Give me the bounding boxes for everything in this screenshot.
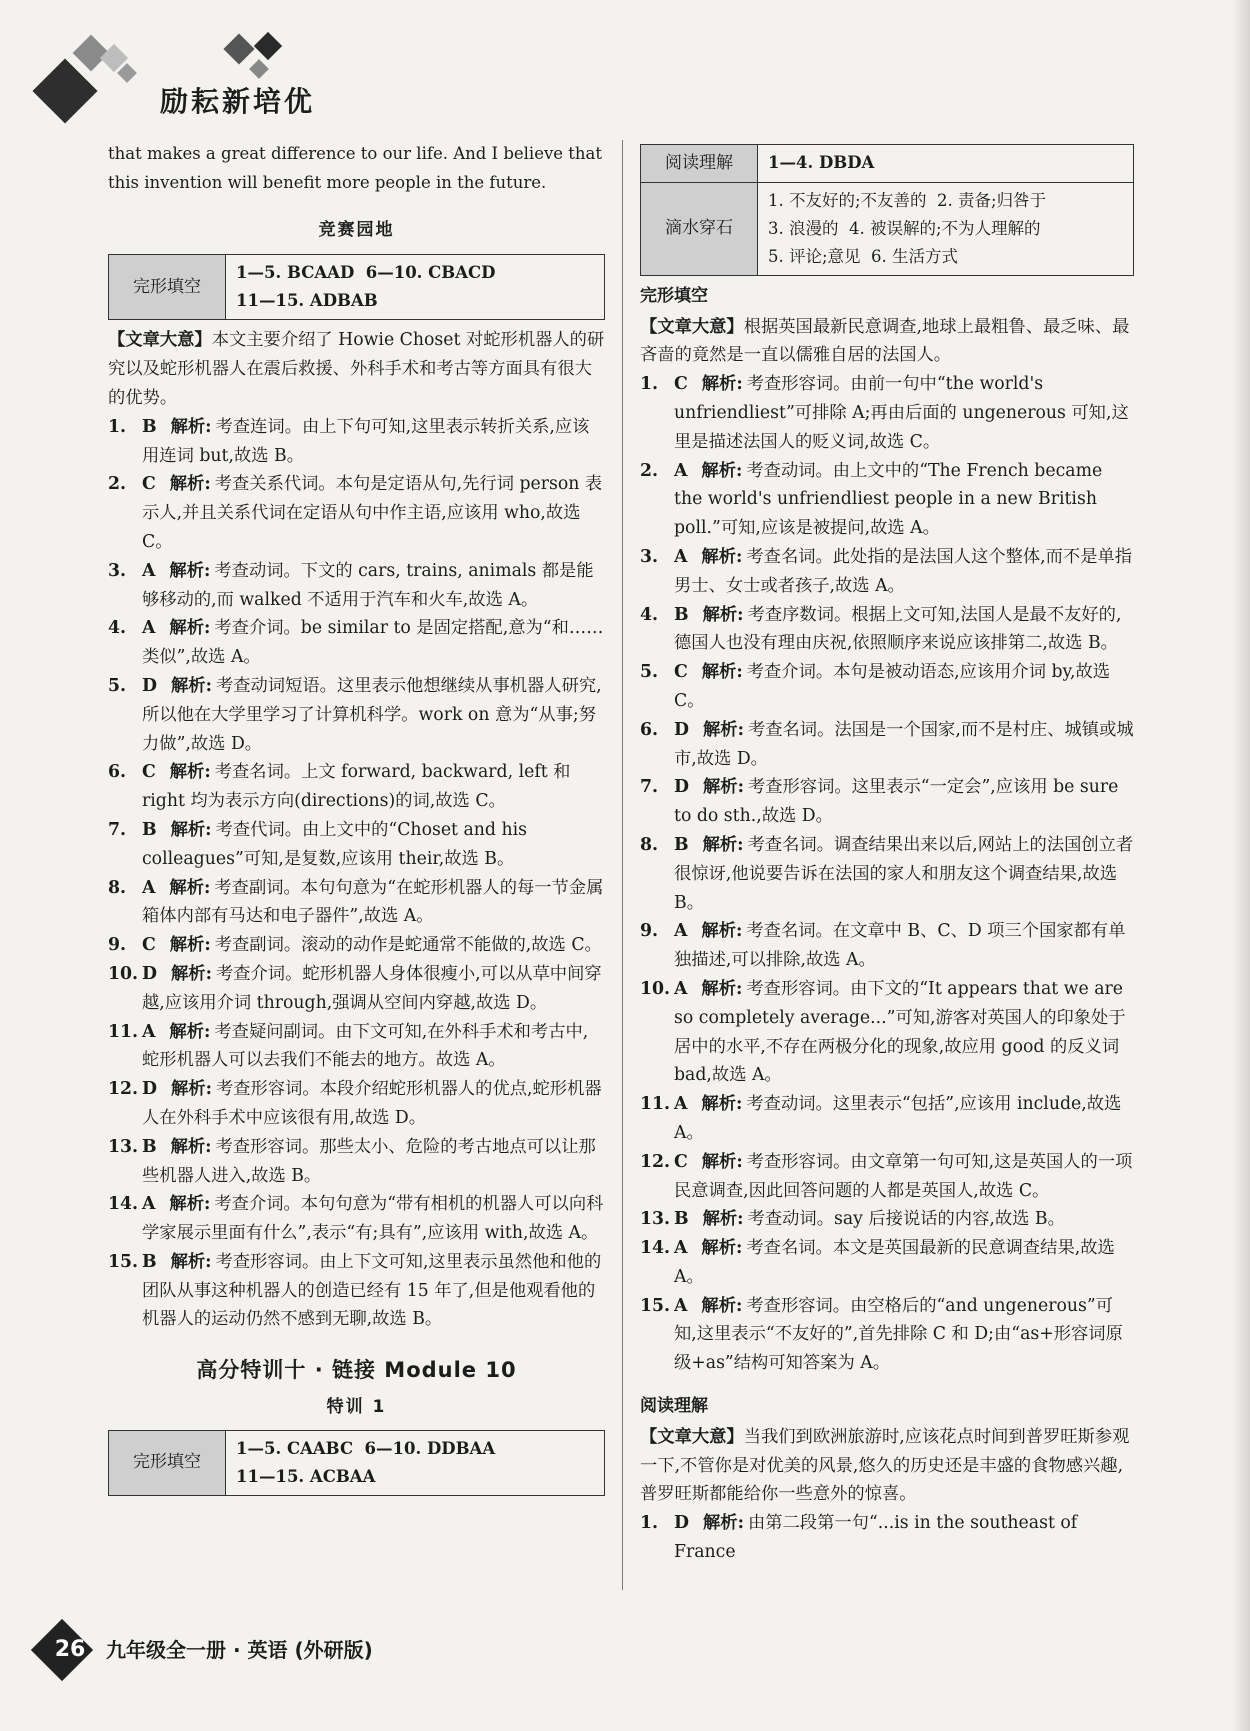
item-text: 考查介词。本句是被动语态,应该用介词 by,故选 C。 — [674, 662, 1111, 711]
item-label: 解析: — [701, 374, 743, 395]
section-title-reading: 阅读理解 — [640, 1396, 708, 1417]
item-label: 解析: — [169, 1194, 211, 1215]
item-number: 9. — [108, 935, 127, 956]
item-number: 10. — [640, 978, 671, 999]
item-answer: C — [674, 1151, 688, 1172]
item-answer: A — [142, 877, 156, 898]
item-label: 解析: — [703, 777, 744, 798]
item-text: 考查疑问副词。由下文可知,在外科手术和考古中,蛇形机器人可以去我们不能去的地方。故选 A。 — [142, 1021, 589, 1071]
item-number: 1. — [640, 374, 659, 395]
item-number: 12. — [640, 1151, 671, 1172]
answer-table-cloze — [108, 254, 605, 320]
item-text: 考查副词。滚动的动作是蛇通常不能做的,故选 C。 — [214, 935, 602, 956]
section-title-cloze: 完形填空 — [640, 285, 708, 306]
item-answer: D — [674, 777, 689, 798]
item-number: 7. — [640, 777, 659, 798]
item-number: 3. — [108, 560, 127, 581]
list-item — [640, 773, 1134, 831]
item-text: 考查连词。由上下句可知,这里表示转折关系,应该用连词 but,故选 B。 — [142, 416, 590, 466]
item-text: 考查名词。在文章中 B、C、D 项三个国家都有单独描述,可以排除,故选 A。 — [674, 921, 1126, 971]
vocab-line: 1. 不友好的;不友善的 2. 责备;归咎于 — [768, 190, 1047, 210]
list-item — [640, 831, 1134, 917]
item-number: 11. — [640, 1094, 671, 1115]
brand-title: 励耘新培优 — [160, 85, 316, 118]
item-label: 解析: — [701, 662, 743, 683]
item-answer: B — [674, 1209, 689, 1230]
list-item — [108, 672, 605, 758]
item-number: 3. — [640, 546, 659, 567]
item-label: 解析: — [702, 604, 744, 625]
item-number: 2. — [640, 460, 659, 481]
list-item — [640, 457, 1134, 543]
item-number: 13. — [108, 1136, 139, 1157]
item-label: 解析: — [702, 1209, 744, 1230]
summary-text: 当我们到欧洲旅游时,应该花点时间到普罗旺斯参观一下,不管你是对优美的风景,悠久的历史还是丰盛的食物感兴趣,普罗旺斯都能给你一些意外的惊喜。 — [640, 1426, 1130, 1505]
list-item — [108, 960, 605, 1018]
summary-paragraph — [640, 313, 1134, 371]
summary-text: 根据英国最新民意调查,地球上最粗鲁、最乏味、最吝啬的竟然是一直以儒雅自居的法国人。 — [640, 316, 1130, 366]
item-text: 考查动词。say 后接说话的内容,故选 B。 — [747, 1209, 1065, 1230]
item-text: 考查形容词。这里表示“一定会”,应该用 be sure to do sth.,故选 D。 — [674, 777, 1119, 827]
item-number: 13. — [640, 1209, 671, 1230]
item-label: 解析: — [171, 963, 212, 984]
item-answer: D — [142, 963, 157, 984]
item-answer: A — [674, 921, 688, 942]
item-label: 解析: — [169, 618, 211, 639]
explanation-list-left — [108, 413, 605, 1335]
item-number: 15. — [640, 1295, 671, 1316]
item-label: 解析: — [701, 460, 743, 481]
list-item — [108, 1133, 605, 1191]
answers-line-2: 11—15. ACBAA — [236, 1466, 376, 1486]
item-text: 考查介词。蛇形机器人身体很瘦小,可以从草中间穿越,应该用介词 through,强调从空间内穿越,故选 D。 — [142, 963, 602, 1013]
item-text: 考查序数词。根据上文可知,法国人是最不友好的,德国人也没有理由庆祝,依照顺序来说应该排第二,故选 B。 — [674, 604, 1122, 654]
list-item — [108, 557, 605, 615]
item-label: 解析: — [169, 877, 211, 898]
item-number: 10. — [108, 963, 139, 984]
item-answer: A — [674, 460, 688, 481]
item-text: 考查形容词。由文章第一句可知,这是英国人的一项民意调查,因此回答问题的人都是英国人,故选 C。 — [674, 1151, 1133, 1201]
item-answer: A — [142, 618, 156, 639]
list-item — [640, 917, 1134, 975]
item-label: 解析: — [170, 416, 212, 437]
item-text: 考查形容词。由空格后的“and ungenerous”可知,这里表示“不友好的”,首先排除 C 和 D;由“as+形容词原级+as”结构可知答案为 A。 — [674, 1295, 1123, 1374]
left-column — [108, 140, 605, 1502]
item-label: 解析: — [171, 1079, 212, 1100]
section-title-contest: 竞赛园地 — [318, 219, 395, 240]
right-column — [640, 144, 1134, 1567]
summary-tag: 【文章大意】 — [108, 330, 212, 351]
summary-text: 本文主要介绍了 Howie Choset 对蛇形机器人的研究以及蛇形机器人在震后救援、外科手术和考古等方面具有很大的优势。 — [108, 330, 605, 408]
item-number: 8. — [108, 877, 127, 898]
item-label: 解析: — [703, 719, 744, 740]
list-item — [640, 1205, 1134, 1234]
item-answer: B — [142, 1136, 157, 1157]
item-answer: A — [142, 1194, 156, 1215]
item-answer: A — [674, 978, 688, 999]
book-title: 九年级全一册 · 英语 (外研版) — [106, 1638, 373, 1662]
list-item — [640, 1509, 1134, 1567]
item-label: 解析: — [701, 546, 743, 567]
item-text: 考查关系代词。本句是定语从句,先行词 person 表示人,并且关系代词在定语从句中作主语,应该用 who,故选 C。 — [142, 474, 603, 552]
section-subtitle: 特训 1 — [326, 1397, 387, 1418]
item-label: 解析: — [169, 474, 211, 495]
item-text: 考查名词。上文 forward, backward, left 和 right 均为表示方向(directions)的词,故选 C。 — [142, 762, 571, 812]
item-number: 9. — [640, 921, 659, 942]
item-answer: A — [674, 546, 688, 567]
list-item — [108, 413, 605, 471]
item-text: 考查动词短语。这里表示他想继续从事机器人研究,所以他在大学里学习了计算机科学。work on 意为“从事;努力做”,故选 D。 — [142, 675, 602, 754]
item-answer: B — [674, 604, 689, 625]
item-text: 考查动词。这里表示“包括”,应该用 include,故选 A。 — [674, 1094, 1122, 1143]
item-label: 解析: — [701, 1295, 743, 1316]
section-title-module: 高分特训十 · 链接 Module 10 — [196, 1358, 517, 1383]
item-number: 4. — [640, 604, 659, 625]
item-text: 考查形容词。由下文的“It appears that we are so completely average...”可知,游客对英国人的印象处于居中的水平,不存在两极分化的现象,故应用 good 的反义词 bad,故选 A。 — [674, 978, 1126, 1086]
item-label: 解析: — [701, 921, 743, 942]
list-item — [108, 874, 605, 932]
item-label: 解析: — [170, 1136, 212, 1157]
item-label: 解析: — [171, 675, 212, 696]
item-label: 解析: — [701, 1151, 743, 1172]
table-answers: 1—4. DBDA — [758, 145, 1134, 183]
vocab-answers — [758, 182, 1134, 275]
item-answer: D — [142, 1079, 157, 1100]
item-label: 解析: — [169, 1021, 211, 1042]
item-answer: A — [142, 1021, 156, 1042]
list-item — [640, 1090, 1134, 1148]
item-text: 考查名词。此处指的是法国人这个整体,而不是单指男士、女士或者孩子,故选 A。 — [674, 546, 1133, 596]
table-label: 阅读理解 — [641, 145, 758, 183]
item-text: 考查名词。调查结果出来以后,网站上的法国创立者很惊讶,他说要告诉在法国的家人和朋友这个调查结果,故选 B。 — [674, 834, 1134, 913]
intro-paragraph: that makes a great difference to our life. And I believe that this invention will benefit more people in the future. — [108, 144, 603, 192]
list-item — [108, 1018, 605, 1076]
item-answer: C — [142, 935, 156, 956]
item-number: 4. — [108, 618, 127, 639]
item-label: 解析: — [170, 1251, 212, 1272]
column-divider — [622, 140, 623, 1590]
item-label: 解析: — [701, 1094, 743, 1115]
answers-line-2: 11—15. ADBAB — [236, 291, 378, 311]
item-text: 考查动词。由上文中的“The French became the world's unfriendliest people in a new British poll.”可知,应该是被提问,故选 A。 — [674, 460, 1103, 539]
item-number: 12. — [108, 1079, 139, 1100]
list-item — [640, 658, 1134, 716]
item-number: 6. — [108, 762, 127, 783]
item-number: 2. — [108, 474, 127, 495]
item-answer: B — [142, 416, 157, 437]
item-number: 11. — [108, 1021, 139, 1042]
item-label: 解析: — [169, 560, 211, 581]
summary-tag: 【文章大意】 — [640, 316, 744, 337]
item-label: 解析: — [701, 978, 743, 999]
item-answer: C — [142, 474, 156, 495]
explanation-list-right — [640, 370, 1134, 1378]
item-label: 解析: — [169, 935, 211, 956]
table-label: 滴水穿石 — [641, 182, 758, 275]
item-answer: C — [674, 662, 688, 683]
summary-paragraph — [108, 326, 605, 412]
item-text: 考查介词。be similar to 是固定搭配,意为“和……类似”,故选 A。 — [142, 618, 604, 668]
item-number: 1. — [640, 1513, 659, 1534]
list-item — [108, 758, 605, 816]
item-text: 考查副词。本句句意为“在蛇形机器人的每一节金属箱体内部有马达和电子器件”,故选 A。 — [142, 877, 604, 927]
item-answer: D — [674, 1513, 689, 1534]
item-label: 解析: — [169, 762, 211, 783]
page-number: 26 — [54, 1637, 86, 1662]
table-label: 完形填空 — [109, 1430, 226, 1495]
list-item — [640, 543, 1134, 601]
summary-paragraph — [640, 1423, 1134, 1509]
table-answers — [226, 255, 605, 320]
answer-table-cloze-2 — [108, 1430, 605, 1496]
item-number: 8. — [640, 834, 659, 855]
item-number: 5. — [108, 675, 127, 696]
list-item — [640, 601, 1134, 659]
item-text: 考查动词。下文的 cars, trains, animals 都是能够移动的,而 walked 不适用于汽车和火车,故选 A。 — [142, 560, 594, 610]
item-number: 7. — [108, 819, 127, 840]
item-text: 考查代词。由上文中的“Choset and his colleagues”可知,是复数,应该用 their,故选 B。 — [142, 819, 528, 869]
item-answer: A — [674, 1094, 688, 1115]
list-item — [640, 975, 1134, 1090]
item-answer: B — [142, 1251, 157, 1272]
page-edge-shadow — [1232, 0, 1250, 1731]
list-item — [640, 1292, 1134, 1378]
item-answer: A — [674, 1238, 688, 1259]
list-item — [108, 470, 605, 556]
item-number: 14. — [640, 1238, 671, 1259]
item-number: 1. — [108, 416, 127, 437]
item-text: 考查形容词。那些太小、危险的考古地点可以让那些机器人进入,故选 B。 — [142, 1136, 596, 1186]
item-number: 5. — [640, 662, 659, 683]
item-answer: B — [674, 834, 689, 855]
item-label: 解析: — [170, 819, 212, 840]
summary-tag: 【文章大意】 — [640, 1426, 744, 1447]
item-text: 考查介词。本句句意为“带有相机的机器人可以向科学家展示里面有什么”,表示“有;具有”,应该用 with,故选 A。 — [142, 1194, 604, 1244]
list-item — [108, 1075, 605, 1133]
item-answer: D — [674, 719, 689, 740]
list-item — [108, 931, 605, 960]
list-item — [640, 1148, 1134, 1206]
answers-line-1: 1—5. CAABC 6—10. DDBAA — [236, 1438, 496, 1458]
item-number: 6. — [640, 719, 659, 740]
vocab-line: 3. 浪漫的 4. 被误解的;不为人理解的 — [768, 218, 1041, 238]
item-text: 考查形容词。由前一句中“the world's unfriendliest”可排除 A;再由后面的 ungenerous 可知,这里是描述法国人的贬义词,故选 C。 — [674, 374, 1129, 452]
list-item — [640, 1234, 1134, 1292]
list-item — [108, 1248, 605, 1334]
item-answer: B — [142, 819, 157, 840]
item-text: 考查形容词。本段介绍蛇形机器人的优点,蛇形机器人在外科手术中应该很有用,故选 D。 — [142, 1079, 602, 1128]
table-label: 完形填空 — [109, 255, 226, 320]
item-text: 由第二段第一句“...is in the southeast of France — [674, 1513, 1078, 1563]
list-item — [108, 1190, 605, 1248]
list-item — [640, 370, 1134, 456]
table-answers — [226, 1430, 605, 1495]
item-answer: A — [142, 560, 156, 581]
answers-line-1: 1—5. BCAAD 6—10. CBACD — [236, 263, 496, 283]
item-answer: C — [142, 762, 156, 783]
item-answer: D — [142, 675, 157, 696]
item-text: 考查名词。本文是英国最新的民意调查结果,故选 A。 — [674, 1238, 1115, 1287]
item-label: 解析: — [701, 1238, 743, 1259]
item-label: 解析: — [702, 834, 744, 855]
item-number: 15. — [108, 1251, 139, 1272]
vocab-line: 5. 评论;意见 6. 生活方式 — [768, 246, 959, 266]
item-text: 考查形容词。由上下文可知,这里表示虽然他和他的团队从事这种机器人的创造已经有 15 年了,但是他观看他的机器人的运动仍然不感到无聊,故选 B。 — [142, 1251, 602, 1330]
list-item — [640, 716, 1134, 774]
item-text: 考查名词。法国是一个国家,而不是村庄、城镇或城市,故选 D。 — [674, 719, 1134, 769]
item-answer: A — [674, 1295, 688, 1316]
answer-table-reading — [640, 144, 1134, 276]
item-answer: C — [674, 374, 688, 395]
item-label: 解析: — [703, 1513, 744, 1534]
list-item — [108, 816, 605, 874]
list-item — [108, 614, 605, 672]
item-number: 14. — [108, 1194, 139, 1215]
